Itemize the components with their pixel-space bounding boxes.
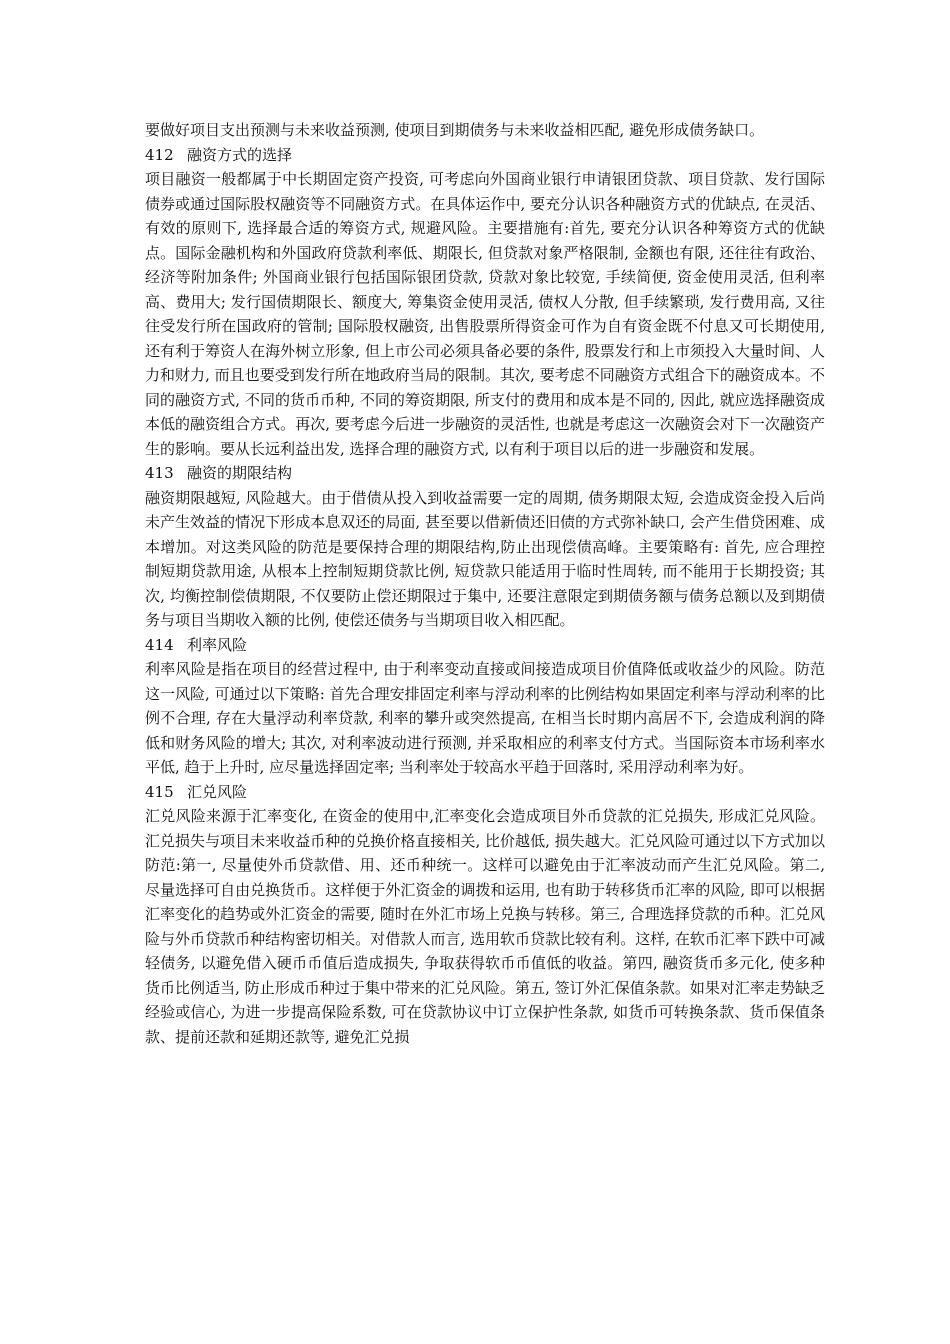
section-title: 融资的期限结构 bbox=[187, 464, 293, 482]
paragraph-financing-methods: 项目融资一般都属于中长期固定资产投资, 可考虑向外国商业银行申请银团贷款、项目贷款、发行国际债券或通过国际股权融资等不同融资方式。在具体运作中, 要充分认识各种融资方式的优缺点, 在灵活、有效的原则下, 选择最合适的筹资方式, 规避风险。主要措施有:首先, 要充分认识各种筹资方式的优缺点。国际金融机构和外国政府贷款利率低、期限长, 但贷款对象严格限制, 金额也有限, 还往往有政治、经济等附加条件; 外国商业银行包括国际银团贷款, 贷款对象比较宽, 手续简便, 资金使用灵活, 但利率高、费用大; 发行国债期限长、额度大, 筹集资金使用灵活, 债权人分散, 但手续繁琐, 发行费用高, 又往往受发行所在国政府的管制; 国际股权融资, 出售股票所得资金可作为自有资金既不付息又可长期使用, 还有利于筹资人在海外树立形象, 但上市公司必须具备必要的条件, 股票发行和上市须投入大量时间、人力和财力, 而且也要受到发行所在地政府当局的限制。其次, 要考虑不同融资方式组合下的融资成本。不同的融资方式, 不同的货币币种, 不同的筹资期限, 所支付的费用和成本是不同的, 因此, 就应选择融资成本低的融资组合方式。再次, 要考虑今后进一步融资的灵活性, 也就是考虑这一次融资会对下一次融资产生的影响。要从长远利益出发, 选择合理的融资方式, 以有利于项目以后的进一步融资和发展。 bbox=[145, 170, 825, 458]
section-heading-413 bbox=[145, 461, 825, 486]
paragraph-intro: 要做好项目支出预测与未来收益预测, 使项目到期债务与未来收益相匹配, 避免形成债务缺口。 bbox=[145, 121, 765, 139]
section-number: 412 bbox=[145, 145, 174, 164]
section-heading-414 bbox=[145, 633, 825, 658]
section-heading-415 bbox=[145, 780, 825, 805]
section-heading-412 bbox=[145, 143, 825, 168]
paragraph-exchange-risk: 汇兑风险来源于汇率变化, 在资金的使用中,汇率变化会造成项目外币贷款的汇兑损失, 形成汇兑风险。汇兑损失与项目未来收益币种的兑换价格直接相关, 比价越低, 损失越大。汇兑风险可通过以下方式加以防范:第一, 尽量使外币贷款借、用、还币种统一。这样可以避免由于汇率波动而产生汇兑风险。第二, 尽量选择可自由兑换货币。这样便于外汇资金的调拨和运用, 也有助于转移货币汇率的风险, 即可以根据汇率变化的趋势或外汇资金的需要, 随时在外汇市场上兑换与转移。第三, 合理选择贷款的币种。汇兑风险与外币贷款币种结构密切相关。对借款人而言, 选用软币贷款比较有利。这样, 在软币汇率下跌中可减轻债务, 以避免借入硬币币值后造成损失, 争取获得软币币值低的收益。第四, 融资货币多元化, 使多种货币比例适当, 防止形成币种过于集中带来的汇兑风险。第五, 签订外汇保值条款。如果对汇率走势缺乏经验或信心, 为进一步提高保险系数, 可在贷款协议中订立保护性条款, 如货币可转换条款、货币保值条款、提前还款和延期还款等, 避免汇兑损 bbox=[145, 807, 825, 1046]
section-title: 融资方式的选择 bbox=[187, 145, 293, 164]
paragraph-interest-rate-risk: 利率风险是指在项目的经营过程中, 由于利率变动直接或间接造成项目价值降低或收益少的风险。防范这一风险, 可通过以下策略: 首先合理安排固定利率与浮动利率的比例结构如果固定利率与浮动利率的比例不合理, 存在大量浮动利率贷款, 利率的攀升或突然提高, 在相当长时期内高居不下, 会造成利润的降低和财务风险的增大; 其次, 对利率波动进行预测, 并采取相应的利率支付方式。当国际资本市场利率水平低, 趋于上升时, 应尽量选择固定率; 当利率处于较高水平趋于回落时, 采用浮动利率为好。 bbox=[145, 660, 825, 776]
section-number: 414 bbox=[145, 635, 174, 654]
document-body bbox=[145, 118, 825, 1049]
paragraph-term-structure: 融资期限越短, 风险越大。由于借债从投入到收益需要一定的周期, 债务期限太短, 会造成资金投入后尚未产生效益的情况下形成本息双还的局面, 甚至要以借新债还旧债的方式弥补缺口, 会产生借贷困难、成本增加。对这类风险的防范是要保持合理的期限结构,防止出现偿债高峰。主要策略有: 首先, 应合理控制短期贷款用途, 从根本上控制短期贷款比例, 短贷款只能适用于临时性周转, 而不能用于长期投资; 其次, 均衡控制偿债期限, 不仅要防止偿还期限过于集中, 还要注意限定到期债务额与债务总额以及到期债务与项目当期收入额的比例, 使偿还债务与当期项目收入相匹配。 bbox=[145, 488, 825, 629]
section-title: 汇兑风险 bbox=[187, 782, 248, 801]
section-number: 415 bbox=[145, 782, 174, 801]
section-title: 利率风险 bbox=[187, 635, 248, 654]
section-number: 413 bbox=[145, 464, 174, 482]
